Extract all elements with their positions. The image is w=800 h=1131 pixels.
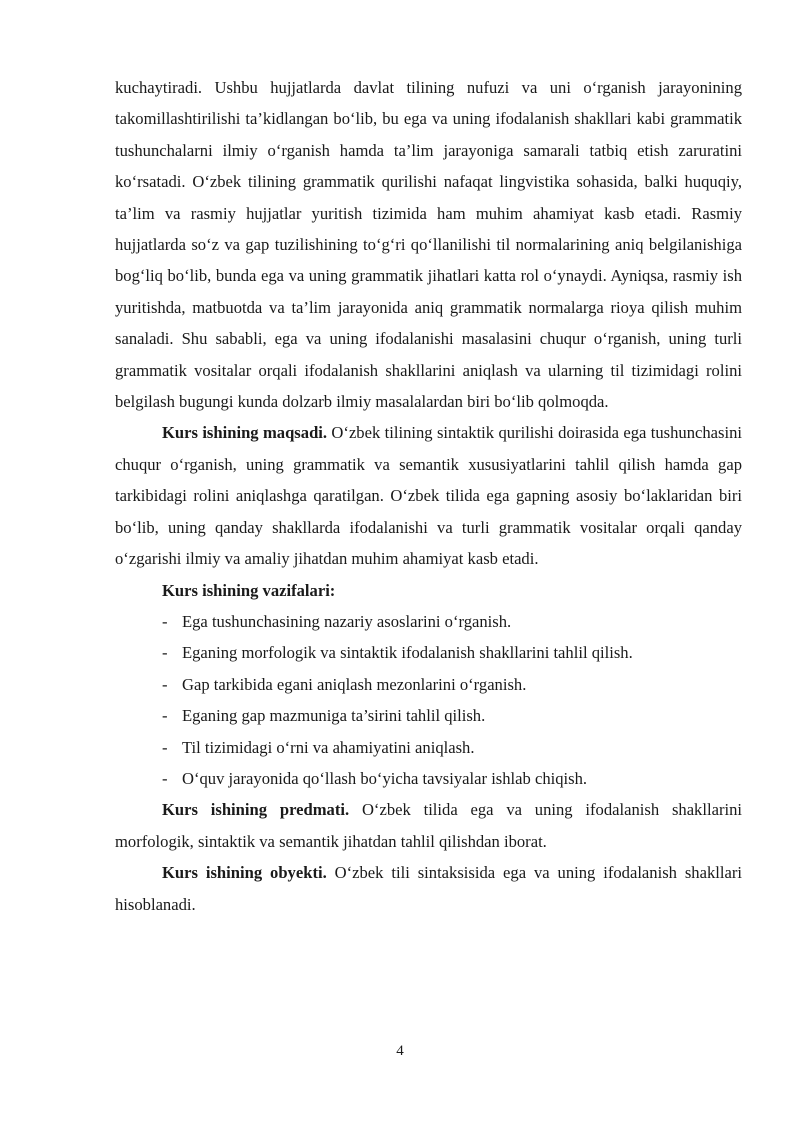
subject-paragraph: [115, 794, 742, 857]
bullet-dash: -: [162, 674, 168, 694]
goal-label: Kurs ishining maqsadi.: [162, 423, 328, 443]
list-item: [162, 606, 742, 637]
list-item-text: O‘quv jarayonida qo‘llash bo‘yicha tavsiyalar ishlab chiqish.: [182, 768, 588, 788]
bullet-dash: -: [162, 706, 168, 726]
bullet-dash: -: [162, 611, 168, 631]
intro-paragraph: kuchaytiradi. Ushbu hujjatlarda davlat tilining nufuzi va uni o‘rganish jarayonining takomillashtirilishi ta’kidlangan bo‘lib, bu ega va uning ifodalanish shakllari kabi grammatik tushunchalarni ilmiy o‘rganish hamda ta’lim jarayoniga samarali tatbiq etish zaruratini ko‘rsatadi. O‘zbek tilining grammatik qurilishi nafaqat lingvistika sohasida, balki huquqiy, ta’lim va rasmiy hujjatlar yuritish tizimida ham muhim ahamiyat kasb etadi. Rasmiy hujjatlarda so‘z va gap tuzilishining to‘g‘ri qo‘llanilishi til normalarining aniq belgilanishiga bog‘liq bo‘lib, bunda ega va uning grammatik jihatlari katta rol o‘ynaydi. Ayniqsa, rasmiy ish yuritishda, matbuotda va ta’lim jarayonida aniq grammatik normalarga rioya qilish muhim sanaladi. Shu sababli, ega va uning ifodalanishi masalasini chuqur o‘rganish, uning turli grammatik vositalar orqali ifodalanish shakllarini aniqlash va ularning til tizimidagi rolini belgilash bugungi kunda dolzarb ilmiy masalalardan biri bo‘lib qolmoqda.: [115, 78, 742, 412]
object-label: Kurs ishining obyekti.: [162, 863, 327, 883]
list-item-text: Gap tarkibida egani aniqlash mezonlarini o‘rganish.: [182, 674, 527, 694]
tasks-list: [115, 606, 742, 794]
object-text: O‘zbek tili sintaksisida ega va uning ifodalanish shakllari hisoblanadi.: [115, 863, 742, 914]
object-paragraph: [115, 857, 742, 920]
list-item: [162, 700, 742, 731]
list-item: [162, 637, 742, 668]
bullet-dash: -: [162, 768, 168, 788]
goal-paragraph: [115, 417, 742, 574]
page-number: 4: [396, 1043, 404, 1059]
subject-text: O‘zbek tilida ega va uning ifodalanish shakllarini morfologik, sintaktik va semantik jihatdan tahlil qilishdan iborat.: [115, 800, 742, 851]
list-item: [162, 763, 742, 794]
subject-label: Kurs ishining predmati.: [162, 800, 350, 820]
goal-text: O‘zbek tilining sintaktik qurilishi doirasida ega tushunchasini chuqur o‘rganish, uning grammatik va semantik xususiyatlarini tahlil qilish hamda gap tarkibidagi rolini aniqlashga qaratilgan. O‘zbek tilida ega gapning asosiy bo‘laklaridan biri bo‘lib, uning qanday shakllarda ifodalanishi va turli grammatik vositalar orqali qanday o‘zgarishi ilmiy va amaliy jihatdan muhim ahamiyat kasb etadi.: [115, 423, 742, 569]
list-item-text: Eganing gap mazmuniga ta’sirini tahlil qilish.: [182, 706, 486, 726]
list-item-text: Ega tushunchasining nazariy asoslarini o‘rganish.: [182, 611, 512, 631]
bullet-dash: -: [162, 643, 168, 663]
list-item: [162, 669, 742, 700]
bullet-dash: -: [162, 737, 168, 757]
tasks-heading: Kurs ishining vazifalari:: [162, 580, 336, 600]
document-page: [115, 72, 742, 920]
list-item: [162, 732, 742, 763]
list-item-text: Til tizimidagi o‘rni va ahamiyatini aniqlash.: [182, 737, 475, 757]
list-item-text: Eganing morfologik va sintaktik ifodalanish shakllarini tahlil qilish.: [182, 643, 633, 663]
